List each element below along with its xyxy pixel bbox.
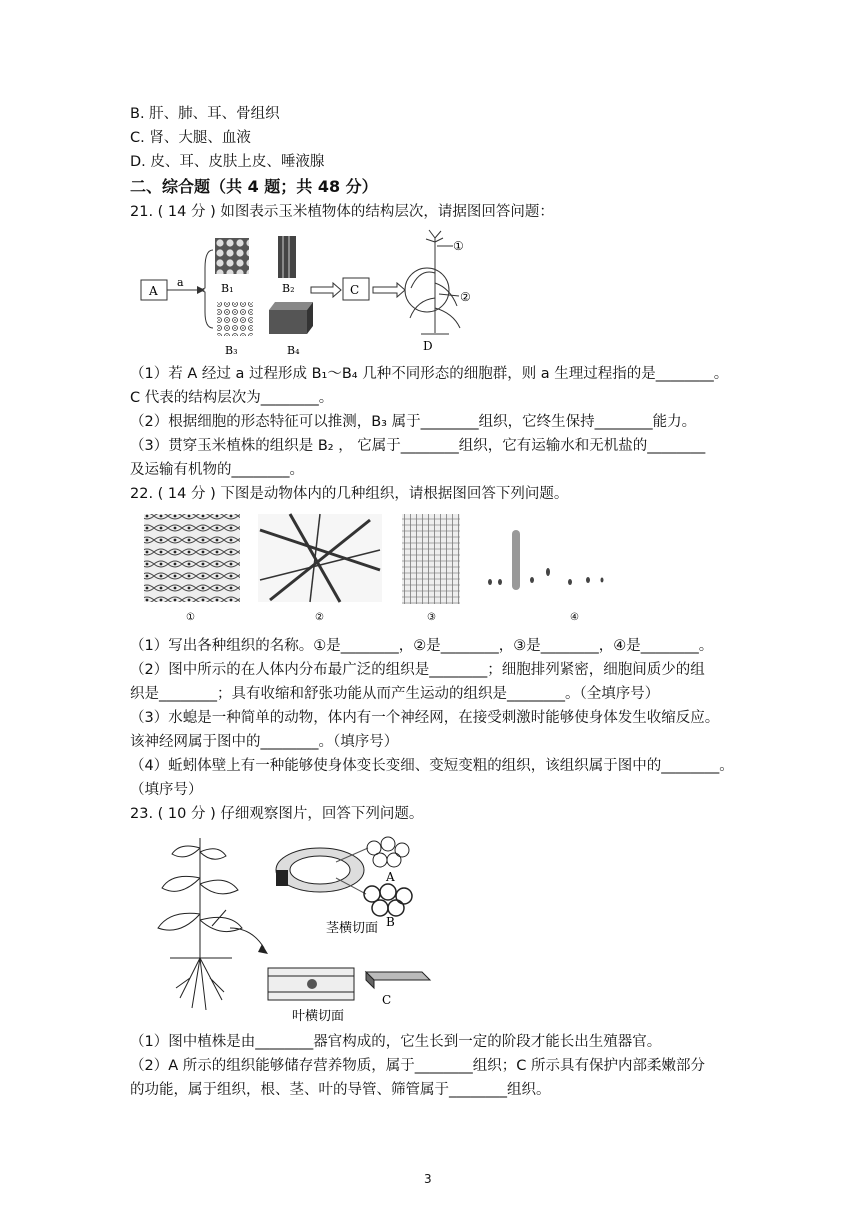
- q22-line-2: （2）图中所示的在人体内分布最广泛的组织是________；细胞排列紧密，细胞间质少的组: [130, 662, 705, 678]
- tissue-c-drawing: [366, 972, 430, 988]
- tissue-b4: [269, 310, 307, 334]
- tissue-b2: [278, 236, 296, 278]
- q23-line-3: 的功能，属于组织，根、茎、叶的导管、筛管属于________组织。: [130, 1082, 551, 1098]
- tissue-4: [488, 530, 604, 590]
- q21-line-5: 及运输有机物的________。: [130, 462, 304, 478]
- section-title: 二、综合题（共 4 题；共 48 分）: [130, 177, 378, 196]
- label-b1: B₁: [221, 282, 234, 295]
- label-d: D: [423, 339, 433, 353]
- tissue-b-drawing: [364, 884, 412, 916]
- label-c: C: [350, 283, 360, 297]
- label-b2: B₂: [282, 282, 295, 295]
- plant-tissue-figure: [130, 828, 450, 1028]
- q22-line-5: 该神经网属于图中的________。（填序号）: [130, 734, 399, 750]
- label-b3: B₃: [225, 344, 238, 357]
- q22-stem: 22. ( 14 分 ) 下图是动物体内的几种组织，请根据图回答下列问题。: [130, 486, 569, 502]
- tissue-1-label: ①: [186, 612, 195, 623]
- tissue-4-label: ④: [570, 612, 579, 623]
- tissue-a-drawing: [367, 837, 409, 867]
- label-b: B: [386, 915, 395, 929]
- tissue-b3: [217, 302, 253, 336]
- tissue-b1: [215, 238, 249, 274]
- q23-line-2: （2）A 所示的组织能够储存营养物质，属于________组织；C 所示具有保护内部柔嫩部分: [130, 1058, 705, 1074]
- corn-structure-figure: [135, 228, 495, 358]
- q23-stem: 23. ( 10 分 ) 仔细观察图片，回答下列问题。: [130, 806, 424, 822]
- leaf-section: [268, 968, 354, 1000]
- stem-section-label: 茎横切面: [326, 921, 379, 936]
- tissue-3-label: ③: [427, 612, 436, 623]
- q21-stem: 21. ( 14 分 ) 如图表示玉米植物体的结构层次，请据图回答问题：: [130, 204, 554, 220]
- label-c: C: [382, 993, 392, 1007]
- q21-line-2: C 代表的结构层次为________。: [130, 390, 334, 406]
- animal-tissue-figure: [140, 510, 630, 625]
- page-number: 3: [424, 1172, 432, 1186]
- label-2: ②: [460, 290, 471, 304]
- q22-line-4: （3）水螅是一种简单的动物，体内有一个神经网，在接受刺激时能够使身体发生收缩反应。: [130, 710, 720, 726]
- plant-drawing: [158, 838, 242, 1010]
- label-1: ①: [453, 239, 464, 253]
- q22-line-7: （填序号）: [130, 782, 203, 798]
- q21-line-1: （1）若 A 经过 a 过程形成 B₁～B₄ 几种不同形态的细胞群，则 a 生理过程指的是________。: [130, 366, 729, 382]
- q23-line-1: （1）图中植株是由________器官构成的，它生长到一定的阶段才能长出生殖器官。: [130, 1034, 662, 1050]
- q22-line-1: （1）写出各种组织的名称。①是________，②是________，③是________，④是________。: [130, 638, 714, 654]
- tissue-2: [258, 514, 382, 602]
- tissue-1: [144, 514, 240, 602]
- q21-line-4: （3）贯穿玉米植株的组织是 B₂ ， 它属于________组织，它有运输水和无机盐的________: [130, 438, 706, 454]
- label-b4: B₄: [287, 344, 300, 357]
- label-a: A: [386, 870, 395, 884]
- label-a: A: [149, 284, 158, 298]
- option-d: D. 皮、耳、皮肤上皮、唾液腺: [130, 154, 325, 170]
- q22-line-3: 织是________；具有收缩和舒张功能从而产生运动的组织是________。（全填序号）: [130, 686, 660, 702]
- option-c: C. 肾、大腿、血液: [130, 130, 251, 146]
- tissue-2-label: ②: [315, 612, 324, 623]
- label-process-a: a: [177, 276, 184, 289]
- option-b: B. 肝、肺、耳、骨组织: [130, 106, 280, 122]
- tissue-3: [402, 514, 460, 604]
- q21-line-3: （2）根据细胞的形态特征可以推测，B₃ 属于________组织，它终生保持________能力。: [130, 414, 697, 430]
- q22-line-6: （4）蚯蚓体壁上有一种能够使身体变长变细、变短变粗的组织，该组织属于图中的________。: [130, 758, 734, 774]
- leaf-section-label: 叶横切面: [292, 1009, 345, 1024]
